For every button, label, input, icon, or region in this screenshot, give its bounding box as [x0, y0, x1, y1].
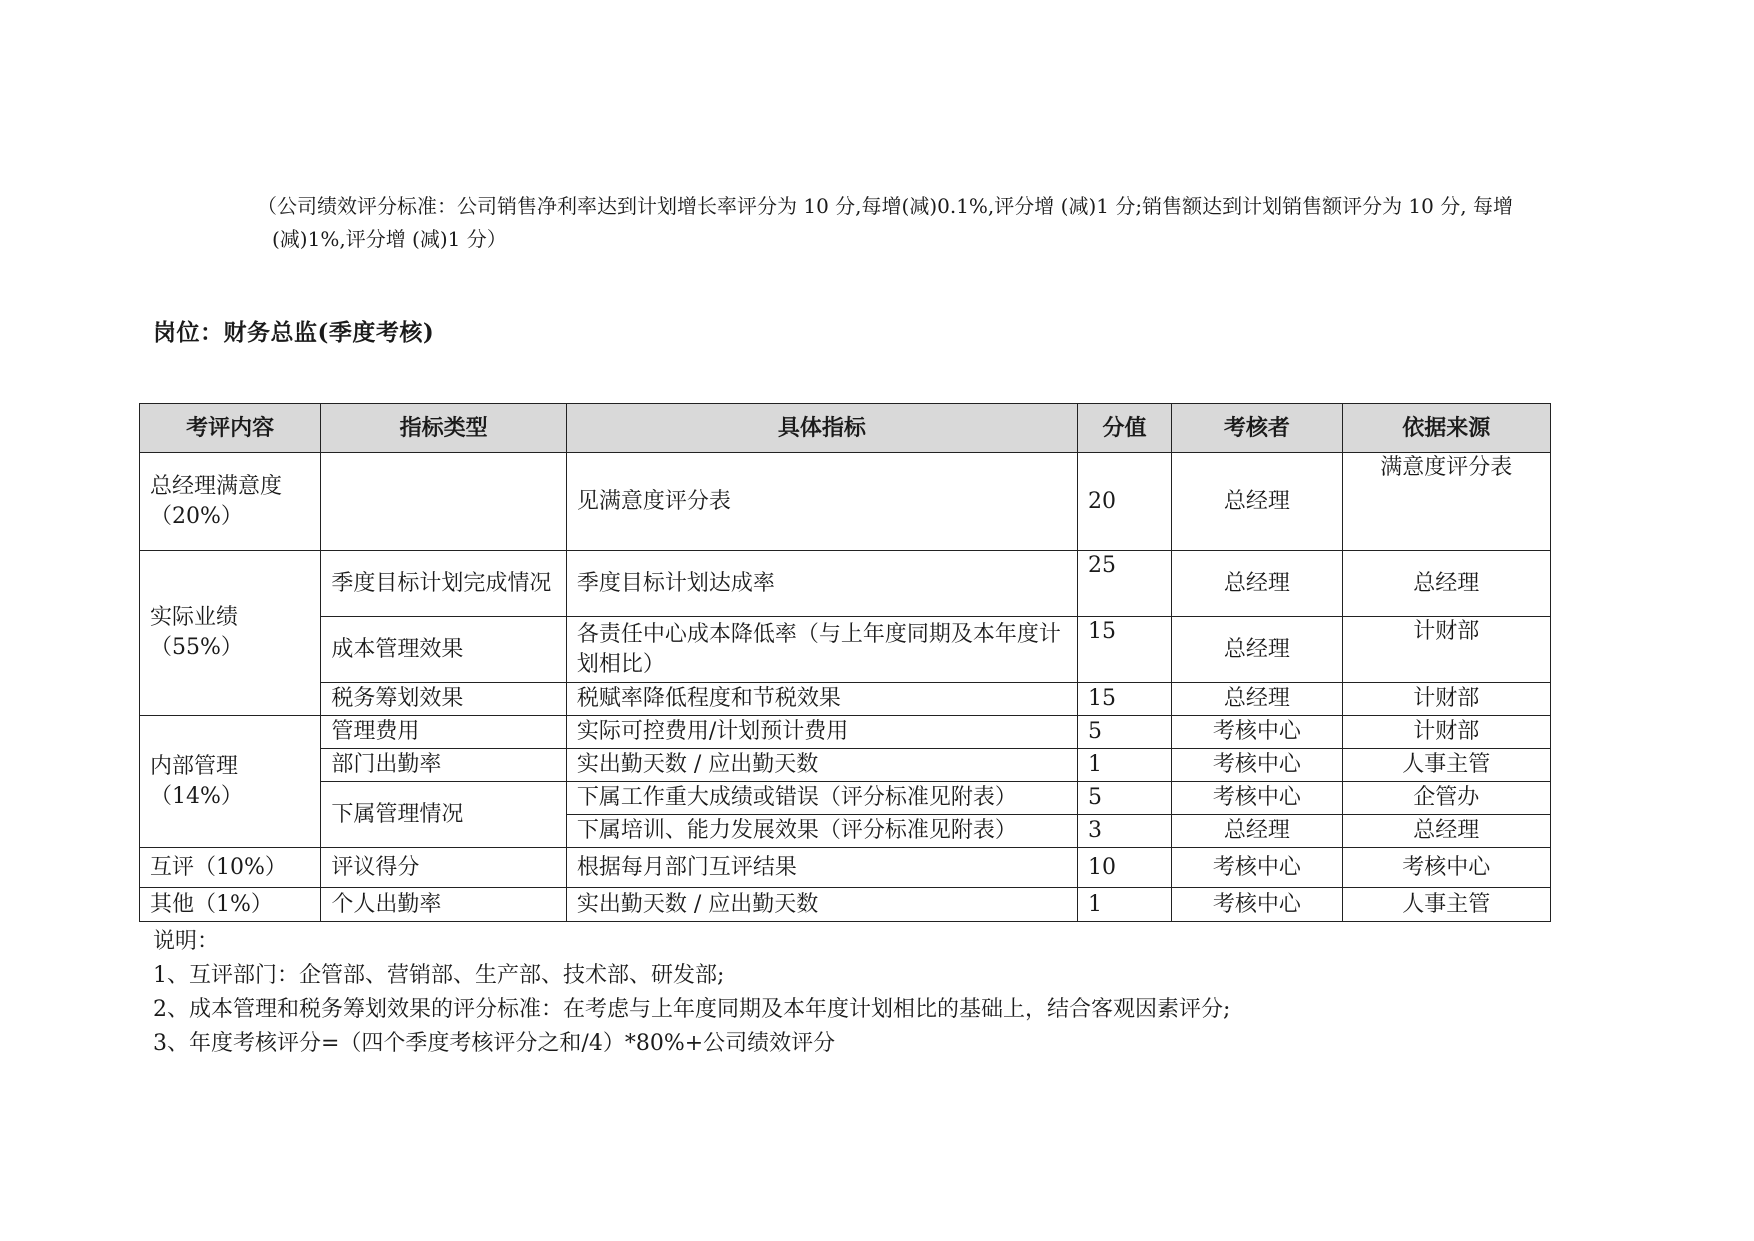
table-row	[140, 551, 1551, 617]
cell-content: 其他（1%）	[140, 888, 321, 922]
cell-assessor: 考核中心	[1172, 716, 1342, 749]
cell-assessor: 总经理	[1172, 617, 1342, 683]
note-line-2: (减)1%,评分增 (减)1 分）	[272, 227, 507, 251]
cell-assessor: 考核中心	[1172, 848, 1342, 888]
header-score: 分值	[1077, 404, 1171, 453]
notes-heading: 说明：	[153, 929, 220, 954]
cell-content: 内部管理（14%）	[140, 716, 321, 848]
header-type: 指标类型	[321, 404, 567, 453]
cell-indicator: 根据每月部门互评结果	[566, 848, 1077, 888]
cell-score: 15	[1077, 617, 1171, 683]
cell-type: 评议得分	[321, 848, 567, 888]
cell-content: 总经理满意度（20%）	[140, 453, 321, 551]
header-content: 考评内容	[140, 404, 321, 453]
cell-score: 25	[1077, 551, 1171, 617]
cell-assessor: 总经理	[1172, 453, 1342, 551]
cell-type: 成本管理效果	[321, 617, 567, 683]
table-row	[140, 888, 1551, 922]
table-row	[140, 453, 1551, 551]
header-source: 依据来源	[1342, 404, 1550, 453]
note-item: 3、年度考核评分=（四个季度考核评分之和/4）*80%+公司绩效评分	[153, 1031, 836, 1056]
table-row	[140, 848, 1551, 888]
cell-assessor: 考核中心	[1172, 749, 1342, 782]
cell-indicator: 季度目标计划达成率	[566, 551, 1077, 617]
cell-assessor: 总经理	[1172, 551, 1342, 617]
cell-indicator: 实际可控费用/计划预计费用	[566, 716, 1077, 749]
cell-indicator: 税赋率降低程度和节税效果	[566, 683, 1077, 716]
cell-indicator: 实出勤天数 / 应出勤天数	[566, 888, 1077, 922]
cell-score: 1	[1077, 749, 1171, 782]
cell-score: 20	[1077, 453, 1171, 551]
table-row	[140, 683, 1551, 716]
cell-type: 下属管理情况	[321, 782, 567, 848]
cell-source: 计财部	[1342, 716, 1550, 749]
cell-source: 总经理	[1342, 551, 1550, 617]
cell-type: 个人出勤率	[321, 888, 567, 922]
table-row	[140, 749, 1551, 782]
cell-type: 管理费用	[321, 716, 567, 749]
cell-indicator: 各责任中心成本降低率（与上年度同期及本年度计划相比）	[566, 617, 1077, 683]
header-assessor: 考核者	[1172, 404, 1342, 453]
cell-score: 10	[1077, 848, 1171, 888]
cell-assessor: 总经理	[1172, 683, 1342, 716]
cell-indicator: 下属工作重大成绩或错误（评分标准见附表）	[566, 782, 1077, 815]
cell-source: 满意度评分表	[1342, 453, 1550, 551]
evaluation-table	[139, 403, 1551, 922]
cell-source: 企管办	[1342, 782, 1550, 815]
note-line-1: （公司绩效评分标准：公司销售净利率达到计划增长率评分为 10 分,每增(减)0.1%,评分增 (减)1 分;销售额达到计划销售额评分为 10 分, 每增	[257, 194, 1513, 218]
cell-content: 实际业绩（55%）	[140, 551, 321, 716]
table-row	[140, 782, 1551, 815]
table-header-row	[140, 404, 1551, 453]
note-item: 1、互评部门：企管部、营销部、生产部、技术部、研发部;	[153, 963, 725, 988]
note-item: 2、成本管理和税务筹划效果的评分标准：在考虑与上年度同期及本年度计划相比的基础上，结合客观因素评分;	[153, 997, 1231, 1022]
cell-score: 1	[1077, 888, 1171, 922]
cell-assessor: 考核中心	[1172, 782, 1342, 815]
cell-indicator: 见满意度评分表	[566, 453, 1077, 551]
cell-source: 人事主管	[1342, 749, 1550, 782]
cell-score: 15	[1077, 683, 1171, 716]
table-row	[140, 716, 1551, 749]
cell-source: 考核中心	[1342, 848, 1550, 888]
cell-type: 季度目标计划完成情况	[321, 551, 567, 617]
cell-source: 人事主管	[1342, 888, 1550, 922]
cell-source: 计财部	[1342, 617, 1550, 683]
page-title: 岗位：财务总监(季度考核)	[153, 319, 435, 346]
cell-type: 税务筹划效果	[321, 683, 567, 716]
cell-source: 计财部	[1342, 683, 1550, 716]
performance-standard-note	[257, 190, 1622, 256]
cell-score: 5	[1077, 716, 1171, 749]
cell-content: 互评（10%）	[140, 848, 321, 888]
cell-indicator: 实出勤天数 / 应出勤天数	[566, 749, 1077, 782]
cell-assessor: 考核中心	[1172, 888, 1342, 922]
cell-source: 总经理	[1342, 815, 1550, 848]
cell-assessor: 总经理	[1172, 815, 1342, 848]
cell-score: 3	[1077, 815, 1171, 848]
header-indicator: 具体指标	[566, 404, 1077, 453]
cell-indicator: 下属培训、能力发展效果（评分标准见附表）	[566, 815, 1077, 848]
table-row	[140, 617, 1551, 683]
notes-section	[153, 925, 1230, 1061]
cell-score: 5	[1077, 782, 1171, 815]
cell-type	[321, 453, 567, 551]
cell-type: 部门出勤率	[321, 749, 567, 782]
